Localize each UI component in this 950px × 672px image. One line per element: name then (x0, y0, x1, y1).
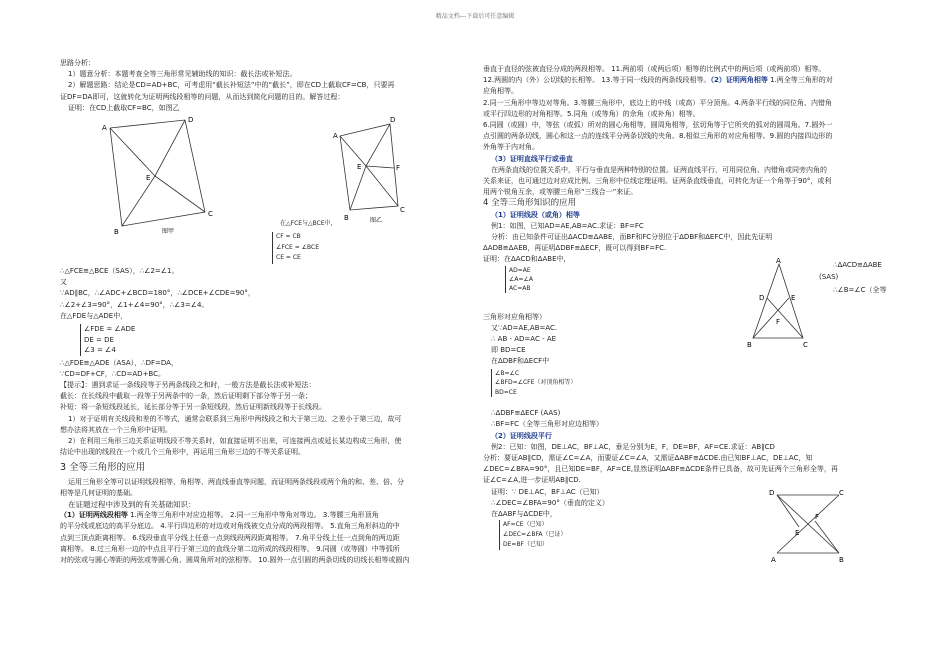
text-line: 离相等。 8.过三角形一边的中点且平行于第三边的直线分第二边所成的线段相等。 9.同圆（或等圆）中等弧所 (60, 544, 400, 553)
proof-block (483, 487, 908, 563)
subheading: （3）证明直线平行或垂直 (491, 154, 573, 163)
svg-text:D: D (769, 488, 775, 497)
text-line: 截长：在长线段中截取一段等于另两条中的一条，然后证明剩下部分等于另一条； (60, 392, 312, 401)
figure-caption: 图乙 (370, 217, 383, 225)
text-line: 分析：要证AB∥CD，需证∠C=∠A，而要证∠C=∠A，又需证ΔABF≌ΔCDE.由已知BF⊥AC，DE⊥AC，知 (483, 453, 813, 462)
svg-text:D: D (759, 293, 765, 302)
text-line: 垂直于直径的弦被直径分成的两段相等。 11.两前项（或两后项）相等的比例式中的两后项（或两前项）相等。 (483, 65, 826, 73)
equation-system (80, 324, 135, 356)
svg-text:B: B (344, 214, 349, 223)
text-line: 结论中出现的线段在一个或几个三角形中，再运用三角形三边的不等关系证明。 (60, 448, 305, 457)
text-line: 对的弦或与圆心等距的两弦或等圆心角、圆周角所对的弦相等。 10.圆外一点引圆的两条切线的切线长相等或圆内 (60, 555, 410, 564)
svg-text:E: E (357, 163, 362, 172)
text-line: 又 (60, 278, 67, 287)
text-line: 2）在利用三角形三边关系证明线段不等关系时，如直接证明不出来，可连接两点或延长某边构成三角形，使 (68, 436, 402, 445)
text-line: 证DF=DA即可，这就转化为证明两线段相等的问题，从而达到简化问题的目的。解答过程： (60, 92, 345, 101)
section-heading: 3 全等三角形的应用 (60, 462, 146, 474)
subheading: （1）证明线段（或角）相等 (491, 210, 580, 219)
text-line: 在ΔDBF和ΔECF中 (491, 357, 550, 366)
svg-text:D: D (188, 116, 194, 125)
text-line: ∴ AB - AD=AC - AE (491, 335, 557, 344)
text-line: 点到三顶点距离相等。 6.线段垂直平分线上任意一点到线段两段距离相等。 7.角平分线上任一点到角的两边距 (60, 533, 400, 542)
text-line: 分析：由已知条件可证出ΔACD≌ΔABE，而BF和FC分别位于ΔDBF和ΔEFC中，因此先证明 (491, 233, 773, 242)
text-span: 1.两全等三角形的对 (767, 76, 833, 85)
svg-text:F: F (396, 164, 401, 173)
svg-text:B: B (839, 555, 844, 563)
text-line: 补短：将一条短线段延长，延长部分等于另一条短线段，然后证明新线段等于长线段。 (60, 403, 326, 412)
svg-text:D: D (390, 116, 396, 125)
text-line: ∴△FDE≌△ADE（ASA），∴DF=DA， (60, 358, 178, 367)
svg-text:C: C (803, 340, 808, 348)
equation-system (499, 520, 567, 550)
text-line: 在ΔABF与ΔCDE中， (491, 510, 557, 518)
text-line: CE = CE (276, 254, 301, 262)
text-line (483, 75, 908, 86)
svg-text:B: B (747, 340, 752, 348)
text-line: ∴∠2+∠3=90°，∠1+∠4=90°，∴∠3=∠4。 (60, 300, 209, 309)
text-line: CF = CB (276, 233, 301, 241)
text-line: 运用三角形全等可以证明线段相等、角相等、两直线垂直等问题，而证明两条线段或两个角的和、差、倍、分 (68, 477, 404, 486)
page-header: 精品文档---下载后可任意编辑 (435, 13, 515, 20)
figure-example1 (745, 258, 815, 348)
equation-system (491, 369, 576, 398)
text-line: 外角等于内对角。 (483, 143, 539, 152)
text-line: (SAS) (819, 272, 839, 281)
text-line: 例1：如图，已知AD=AE,AB=AC.求证：BF=FC (491, 221, 644, 230)
inset-system (272, 232, 319, 264)
text-line: 证明：在CD上截取CF=BC，如图乙 (68, 103, 180, 112)
text-line: ∠FCE = ∠BCE (276, 243, 320, 251)
text-line: ∠DEC=∠BFA=90°，且已知DE=BF，AF=CE,显然证明ΔABF≌ΔCDE条件已具备，故可先证两个三角形全等，再 (483, 465, 838, 474)
text-line: 在证题过程中涉及到的有关基础知识： (68, 499, 196, 509)
subheading: （2）证明线段平行 (491, 431, 552, 440)
svg-text:C: C (208, 210, 213, 219)
text-line: ∴∠DEC=∠BFA=90°（垂直的定义） (491, 498, 609, 507)
figure-area (60, 114, 465, 236)
svg-text:E: E (146, 174, 151, 183)
subheading: （2）证明两角相等 (710, 76, 768, 85)
text-line: 在△FDE与△ADE中， (60, 311, 128, 320)
equation-system (505, 266, 533, 293)
text-line: 用两个锐角互余，或等腰三角形“三线合一”来证。 (483, 188, 638, 197)
svg-text:F: F (776, 317, 781, 326)
text-line: ∠FDE = ∠ADE (84, 325, 136, 334)
text-line: 又∵AD=AE,AB=AC. (491, 323, 558, 332)
text-line: 思路分析： (60, 59, 95, 67)
text-line: ∠DEC=∠BFA（已证） (503, 531, 567, 539)
text-line: 例2：已知：如图，DE⊥AC，BF⊥AC，垂足分别为E，F，DE=BF，AF=CE.求证：AB∥CD (491, 442, 775, 451)
svg-text:A: A (102, 124, 107, 133)
text-line: 点引圆的两条切线，圆心和这一点的连线平分两条切线的夹角。8.相似三角形的对应角相等。9.圆的内接四边形的 (483, 132, 833, 141)
svg-text:A: A (333, 132, 338, 141)
text-line: ∠BFD=∠CFE（对顶角相等） (495, 379, 577, 387)
text-line: 1）对于证明有关线段和差的不等式，通常会联系到三角形中两线段之和大于第三边、之差小于第三边，故可 (68, 414, 402, 423)
left-column (60, 58, 465, 566)
text-line: ∴ΔACD≌ΔABE (833, 260, 882, 269)
figure-jia (100, 114, 240, 234)
text-line: ∴△FCE≌△BCE（SAS），∴∠2=∠1。 (60, 267, 179, 276)
text-line: AD=AE (509, 266, 531, 274)
figure-yi (330, 114, 430, 234)
text-line: 证明：在ΔACD和ΔABE中, (483, 255, 566, 264)
svg-text:A: A (776, 257, 781, 265)
text-line: DE = DE (84, 335, 114, 344)
right-column (483, 64, 908, 563)
text-line: 2.同一三角形中等边对等角。3.等腰三角形中，底边上的中线（或高）平分顶角。4.两条平行线的同位角、内错角 (483, 98, 833, 107)
text-line: AC=AB (509, 284, 531, 292)
svg-text:C: C (839, 488, 844, 497)
svg-text:E: E (791, 293, 796, 302)
text-line: ∠A=∠A (509, 275, 533, 283)
text-line (60, 510, 465, 521)
svg-text:A: A (771, 555, 776, 563)
text-line: 证∠C=∠A,进一步证明AB∥CD. (483, 476, 581, 485)
text-line: 相等是几何证明的基础。 (60, 488, 137, 497)
text-line: 证明：∵ DE⊥AC，BF⊥AC（已知） (491, 487, 604, 496)
text-line: 关系来证，也可通过边对应成比例、三角形中位线定理证明。证两条直线垂直，可转化为证一个角等于90°，或利 (483, 177, 832, 186)
text-line: 在两条直线的位置关系中，平行与垂直是两种特别的位置。证两直线平行，可用同位角、内错角或同旁内角的 (491, 165, 827, 174)
text-line: ∵AD∥BC，∴∠ADC+∠BCD=180°，∴∠DCE+∠CDE=90°， (60, 289, 255, 298)
text-line: 即 BD=CE (491, 346, 526, 355)
text-line: 1）题意分析：本题考查全等三角形常见辅助线的知识：截长法或补短法。 (68, 70, 297, 79)
svg-text:F: F (815, 512, 820, 521)
text-span: 1.两全等三角形中对应边相等。 2.同一三角形中等角对等边。 3.等腰三角形顶角 (127, 511, 379, 520)
text-line: 应角相等。 (483, 87, 518, 96)
svg-text:C: C (400, 206, 405, 215)
text-line: 【提示】：遇到求证一条线段等于另两条线段之和时，一般方法是截长法或补短法： (60, 380, 316, 389)
subheading: （1）证明两线段相等 (60, 511, 128, 520)
inset-title: 在△FCE与△BCE中， (280, 220, 337, 228)
svg-text:B: B (114, 228, 119, 235)
figure-caption: 图甲 (162, 228, 175, 235)
text-line: 想办法将其放在一个三角形中证明。 (60, 425, 172, 434)
text-line: ∴ΔDBF≌ΔECF (AAS) (491, 409, 561, 418)
text-line: ∵CD=DF+CF，∴CD=AD+BC。 (60, 369, 165, 378)
text-span: 12.两圆的内（外）公切线的长相等。 13.等于同一线段的两条线段相等。 (483, 76, 711, 85)
text-line: 的平分线或底边的高平分底边。 4.平行四边形的对边或对角线被交点分成的两段相等。 5.直角三角形斜边的中 (60, 522, 400, 531)
text-line: BD=CE (495, 388, 517, 396)
text-line: ΔADB≌ΔAEB，再证明ΔDBF≌ΔECF，既可以得到BF=FC. (483, 244, 667, 253)
text-line: 或平行四边形的对角相等。5.同角（或等角）的余角（或补角）相等。 (483, 109, 700, 118)
section-heading: 4 全等三角形知识的应用 (483, 198, 577, 209)
text-line: ∠3 = ∠4 (84, 346, 116, 355)
text-line: 三角形对应角相等） (483, 312, 546, 321)
text-line: ∴∠B=∠C（全等 (833, 285, 887, 294)
text-line: AF=CE（已知） (503, 521, 548, 529)
svg-text:E: E (795, 528, 800, 537)
text-line: 6.同圆（或圆）中，等弦（或弧）所对的圆心角相等，圆周角相等，弦切角等于它所夹的弧对的圆周角。7.圆外一 (483, 121, 833, 130)
text-line: DE=BF（已知） (503, 541, 549, 549)
text-line: 2）解题思路：结论是CD=AD+BC，可考虑用“截长补短法”中的“截长”，即在CD上截取CF=CB，只要再 (68, 81, 395, 90)
text-line: ∠B=∠C (495, 369, 520, 377)
figure-example2 (763, 485, 853, 563)
text-line: ∴BF=FC（全等三角形对应边相等） (491, 420, 604, 429)
